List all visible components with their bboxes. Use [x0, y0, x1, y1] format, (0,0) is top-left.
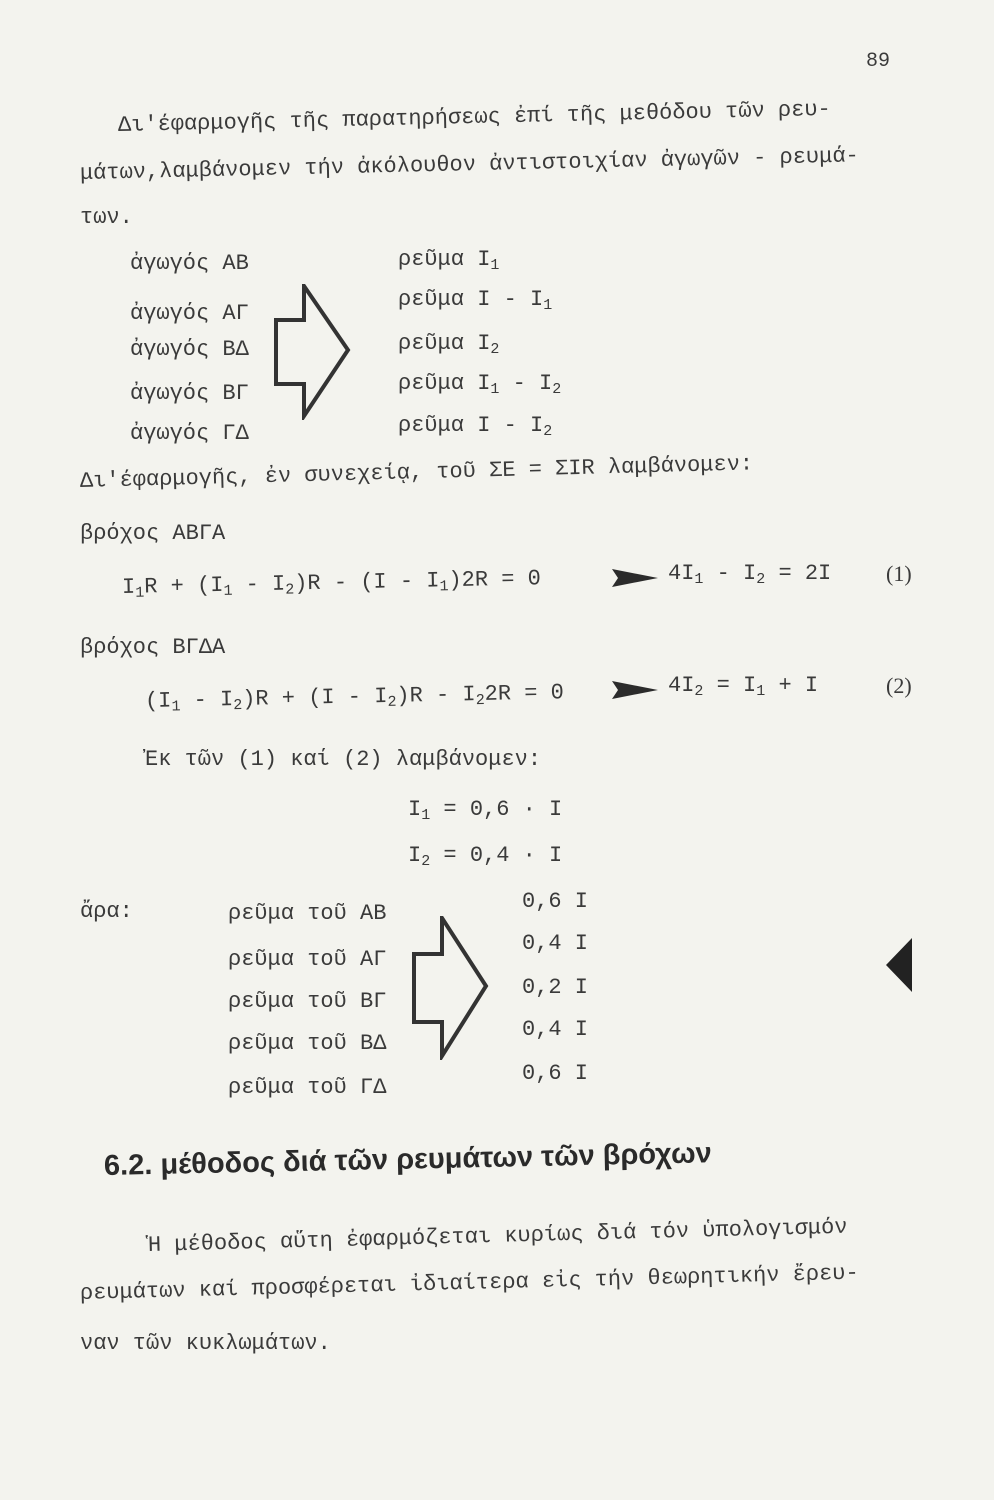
- closing-line-1: Ἡ μέθοδος αὕτη ἐφαρμόζεται κυρίως διά τόν ὑπολογισμόν: [147, 1214, 848, 1258]
- result-label: ρεῦμα τοῦ ΑΒ: [228, 901, 387, 926]
- right-arrow-icon: [408, 916, 490, 1060]
- conductor-current: ρεῦμα $I_1 - I_2$: [398, 371, 562, 398]
- result-value: 0,4 I: [522, 931, 589, 956]
- loop2-title: βρόχος ΒΓΔΑ: [80, 635, 226, 660]
- conductor-current: ρεῦμα $I_1$: [398, 247, 500, 274]
- loop1-result: $4I_1 - I_2 = 2I$: [668, 561, 832, 588]
- result-value: 0,2 I: [522, 975, 589, 1000]
- conductor-label: ἀγωγός ΒΔ: [130, 337, 249, 362]
- intro-line-3: των.: [80, 205, 133, 230]
- result-label: ρεῦμα τοῦ ΒΔ: [228, 1031, 387, 1056]
- conductor-current: ρεῦμα I - $I_1$: [398, 287, 553, 314]
- conductor-label: ἀγωγός ΑΒ: [130, 251, 249, 276]
- page-marker-icon: [886, 938, 912, 992]
- right-arrow-icon: [270, 284, 352, 420]
- implies-arrow-icon: [612, 678, 658, 702]
- result-value: 0,6 I: [522, 889, 589, 914]
- conductor-label: ἀγωγός ΑΓ: [130, 301, 249, 326]
- result-value: 0,4 I: [522, 1017, 589, 1042]
- ara-label: ἄρα:: [80, 899, 133, 924]
- result-label: ρεῦμα τοῦ ΓΔ: [228, 1075, 387, 1100]
- loop1-title: βρόχος ΑΒΓΑ: [80, 521, 226, 546]
- conductor-current: ρεῦμα I - $I_2$: [398, 413, 553, 440]
- page-number: 89: [866, 50, 891, 73]
- from-line: Ἐκ τῶν (1) καί (2) λαμβάνομεν:: [145, 747, 542, 772]
- loop2-equation: $(I_1 - I_2)R + (I - I_2)R - I_22R = 0$: [144, 680, 565, 716]
- result-label: ρεῦμα τοῦ ΑΓ: [228, 947, 387, 972]
- apply-line: Δι'έφαρμογῆς, ἐν συνεχείᾳ, τοῦ ΣΕ = ΣIR λαμβάνομεν:: [79, 451, 754, 494]
- closing-line-2: ρευμάτων καί προσφέρεται ἰδιαίτερα εἰς τήν θεωρητικήν ἔρευ-: [79, 1260, 859, 1306]
- result-label: ρεῦμα τοῦ ΒΓ: [228, 989, 387, 1014]
- equation-tag-1: (1): [886, 561, 912, 586]
- conductor-label: ἀγωγός ΒΓ: [130, 381, 249, 406]
- section-heading: 6.2. μέθοδος διά τῶν ρευμάτων τῶν βρόχων: [103, 1137, 713, 1182]
- solution-i1: $I_1 = 0,6 \cdot I$: [408, 797, 563, 824]
- conductor-label: ἀγωγός ΓΔ: [130, 421, 249, 446]
- result-value: 0,6 I: [522, 1061, 589, 1086]
- implies-arrow-icon: [612, 566, 658, 590]
- equation-tag-2: (2): [886, 673, 912, 698]
- loop2-result: $4I_2 = I_1 + I$: [668, 673, 819, 700]
- intro-line-1: Δι'έφαρμογῆς τῆς παρατηρήσεως ἐπί τῆς μεθόδου τῶν ρευ-: [117, 96, 832, 138]
- intro-line-2: μάτων,λαμβάνομεν τήν ἀκόλουθον ἀντιστοιχίαν ἀγωγῶν - ρευμά-: [79, 143, 860, 186]
- loop1-equation: $I_1R + (I_1 - I_2)R - (I - I_1)2R = 0$: [121, 566, 542, 602]
- closing-line-3: ναν τῶν κυκλωμάτων.: [80, 1331, 331, 1356]
- solution-i2: $I_2 = 0,4 \cdot I$: [408, 843, 563, 870]
- conductor-current: ρεῦμα $I_2$: [398, 331, 500, 358]
